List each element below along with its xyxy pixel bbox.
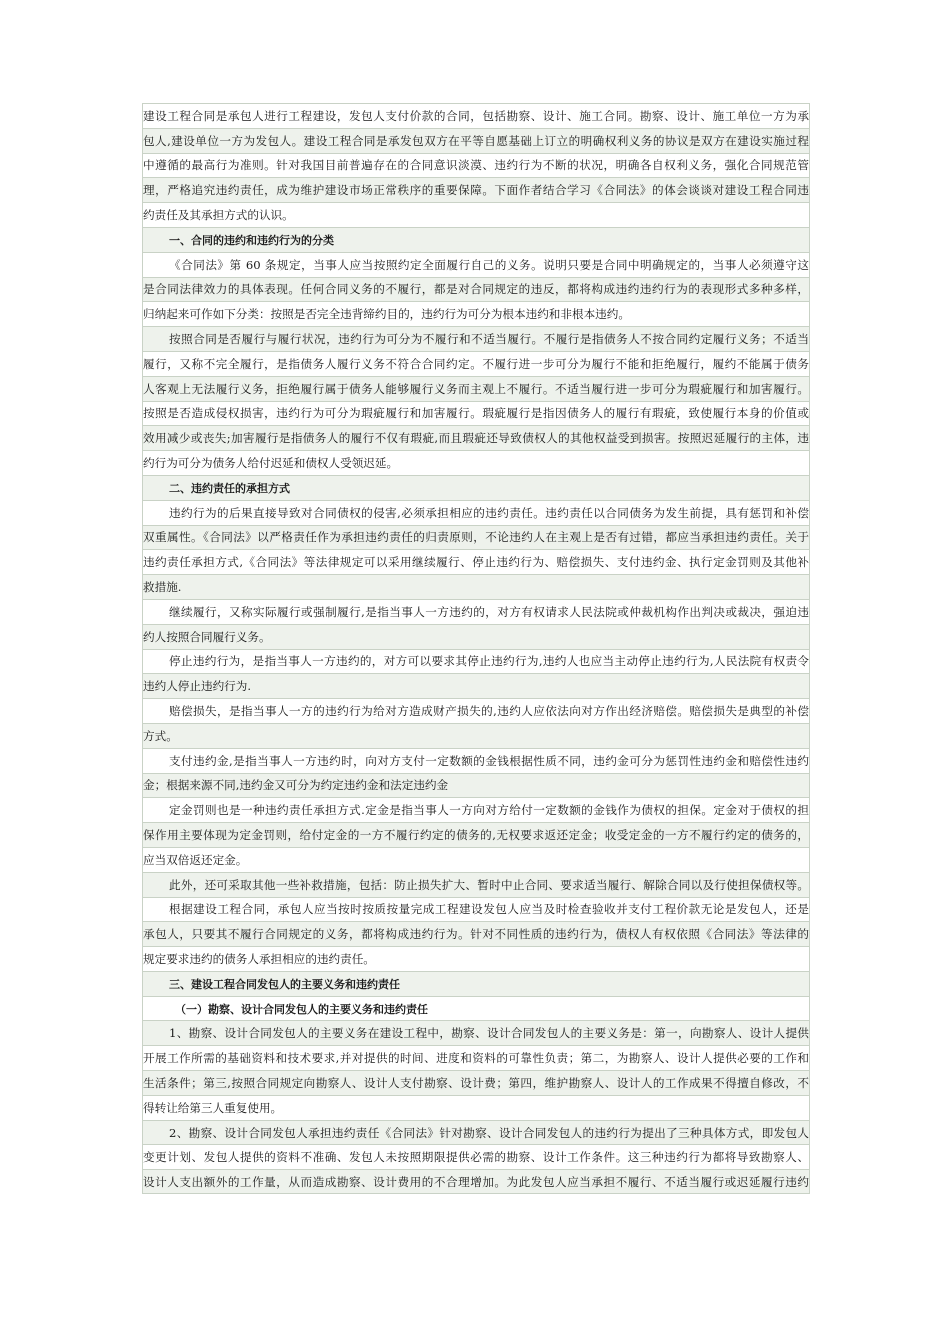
text-line xyxy=(142,351,810,376)
line-text: 支付违约金,是指当事人一方违约时，向对方支付一定数额的金钱根据性质不同，违约金可分为惩罚性违约金和赔偿性违约 xyxy=(169,753,809,768)
text-line xyxy=(142,822,810,847)
text-line xyxy=(142,897,810,922)
text-line xyxy=(142,748,810,773)
text-line xyxy=(142,723,810,748)
line-text: 人客观上无法履行义务，拒绝履行属于债务人能够履行义务而主观上不履行。不适当履行进一步可分为瑕疵履行和加害履行。 xyxy=(143,381,809,396)
subsection-heading xyxy=(142,996,810,1021)
text-line xyxy=(142,847,810,872)
line-text: 违约行为的后果直接导致对合同债权的侵害,必须承担相应的违约责任。违约责任以合同债务为发生前提，具有惩罚和补偿 xyxy=(169,505,809,520)
text-line xyxy=(142,128,810,153)
section-heading xyxy=(142,475,810,500)
line-text: 继续履行，又称实际履行或强制履行,是指当事人一方违约的，对方有权请求人民法院或仲裁机构作出判决或裁决，强迫违 xyxy=(169,604,809,619)
text-line xyxy=(142,549,810,574)
line-text: 违约人停止违约行为. xyxy=(143,679,252,694)
line-text: 规定要求违约的债务人承担相应的违约责任。 xyxy=(143,951,375,966)
text-line xyxy=(142,401,810,426)
text-line xyxy=(142,773,810,798)
text-line xyxy=(142,649,810,674)
line-text: 理，严格追究违约责任，成为维护建设市场正常秩序的重要保障。下面作者结合学习《合同法》的体会谈谈对建设工程合同违 xyxy=(143,183,809,198)
line-text: 救措施. xyxy=(143,580,182,595)
line-text: 《合同法》第 60 条规定，当事人应当按照约定全面履行自己的义务。说明只要是合同中明确规定的，当事人必须遵守这 xyxy=(169,257,809,272)
text-line xyxy=(142,574,810,599)
line-text: 约人按照合同履行义务。 xyxy=(143,629,271,644)
text-line xyxy=(142,1045,810,1070)
line-text: 保作用主要体现为定金罚则，给付定金的一方不履行约定的债务的,无权要求返还定金；收受定金的一方不履行约定的债务的， xyxy=(143,828,809,842)
line-text: 根据建设工程合同，承包人应当按时按质按量完成工程建设发包人应当及时检查验收并支付工程价款无论是发包人，还是 xyxy=(169,902,809,917)
line-text: 停止违约行为，是指当事人一方违约的，对方可以要求其停止违约行为,违约人也应当主动停止违约行为,人民法院有权责令 xyxy=(169,654,809,669)
text-line xyxy=(142,921,810,946)
text-line xyxy=(142,525,810,550)
line-text: 一、合同的违约和违约行为的分类 xyxy=(169,233,334,247)
text-line xyxy=(142,301,810,326)
text-line xyxy=(142,450,810,475)
text-line xyxy=(142,599,810,624)
line-text: 效用减少或丧失;加害履行是指债务人的履行不仅有瑕疵,而且瑕疵还导致债权人的其他权益受到损害。按照迟延履行的主体，违 xyxy=(143,431,809,446)
text-line xyxy=(142,797,810,822)
line-text: 定金罚则也是一种违约责任承担方式.定金是指当事人一方向对方给付一定数额的金钱作为债权的担保。定金对于债权的担 xyxy=(169,803,809,818)
text-line xyxy=(142,1070,810,1095)
text-line xyxy=(142,500,810,525)
line-text: 二、违约责任的承担方式 xyxy=(169,481,290,495)
document-body xyxy=(142,103,810,1194)
line-text: 中遵循的最高行为准则。针对我国目前普遍存在的合同意识淡漠、违约行为不断的状况，明确各自权利义务，强化合同规范管 xyxy=(143,158,809,173)
section-heading xyxy=(142,971,810,996)
text-line xyxy=(142,1095,810,1120)
line-text: 承包人，只要其不履行合同规定的义务，都将构成违约行为。针对不同性质的违约行为，债权人有权依照《合同法》等法律的 xyxy=(143,927,809,942)
line-text: （一）勘察、设计合同发包人的主要义务和违约责任 xyxy=(175,1002,428,1016)
text-line xyxy=(142,326,810,351)
line-text: 变更计划、发包人提供的资料不准确、发包人未按照期限提供必需的勘察、设计工作条件。这三种违约行为都将导致勘察人、 xyxy=(143,1150,809,1165)
text-line xyxy=(142,376,810,401)
line-text: 包人,建设单位一方为发包人。建设工程合同是承发包双方在平等自愿基础上订立的明确权利义务的协议是双方在建设实施过程 xyxy=(143,133,809,148)
text-line xyxy=(142,624,810,649)
section-heading xyxy=(142,227,810,252)
text-line xyxy=(142,1120,810,1145)
line-text: 约行为可分为债务人给付迟延和债权人受领迟延。 xyxy=(143,456,399,471)
line-text: 1、勘察、设计合同发包人的主要义务在建设工程中，勘察、设计合同发包人的主要义务是：第一，向勘察人、设计人提供 xyxy=(169,1026,809,1041)
line-text: 设计人支出额外的工作量，从而造成勘察、设计费用的不合理增加。为此发包人应当承担不履行、不适当履行或迟延履行违约 xyxy=(143,1174,809,1189)
line-text: 赔偿损失，是指当事人一方的违约行为给对方造成财产损失的,违约人应依法向对方作出经济赔偿。赔偿损失是典型的补偿 xyxy=(169,704,809,719)
line-text: 按照合同是否履行与履行状况，违约行为可分为不履行和不适当履行。不履行是指债务人不按合同约定履行义务；不适当 xyxy=(169,332,809,347)
line-text: 得转让给第三人重复使用。 xyxy=(143,1100,283,1115)
text-line xyxy=(142,698,810,723)
line-text: 是合同法律效力的具体表现。任何合同义务的不履行，都是对合同规定的违反，都将构成违约违约行为的表现形式多种多样， xyxy=(143,282,809,297)
line-text: 生活条件；第三,按照合同规定向勘察人、设计人支付勘察、设计费；第四，维护勘察人、设计人的工作成果不得擅自修改，不 xyxy=(143,1075,809,1090)
line-text: 方式。 xyxy=(143,728,178,743)
line-text: 金；根据来源不同,违约金又可分为约定违约金和法定违约金 xyxy=(143,778,449,793)
line-text: 约责任及其承担方式的认识。 xyxy=(143,208,294,223)
line-text: 双重属性。《合同法》以严格责任作为承担违约责任的归责原则，不论违约人在主观上是否有过错，都应当承担违约责任。关于 xyxy=(143,530,809,545)
line-text: 此外，还可采取其他一些补救措施，包括：防止损失扩大、暂时中止合同、要求适当履行、解除合同以及行使担保债权等。 xyxy=(169,877,809,892)
text-line xyxy=(142,673,810,698)
text-line xyxy=(142,177,810,202)
text-line xyxy=(142,103,810,128)
text-line xyxy=(142,277,810,302)
line-text: 建设工程合同是承包人进行工程建设，发包人支付价款的合同，包括勘察、设计、施工合同。勘察、设计、施工单位一方为承 xyxy=(143,108,809,123)
line-text: 违约责任承担方式,《合同法》等法律规定可以采用继续履行、停止违约行为、赔偿损失、支付违约金、执行定金罚则及其他补 xyxy=(143,555,809,570)
line-text: 归纳起来可作如下分类：按照是否完全违背缔约目的，违约行为可分为根本违约和非根本违约。 xyxy=(143,307,630,322)
text-line xyxy=(142,153,810,178)
text-line xyxy=(142,946,810,971)
line-text: 开展工作所需的基础资料和技术要求,并对提供的时间、进度和资料的可靠性负责；第二，为勘察人、设计人提供必要的工作和 xyxy=(143,1051,809,1066)
text-line xyxy=(142,252,810,277)
line-text: 履行，又称不完全履行，是指债务人履行义务不符合合同约定。不履行进一步可分为履行不能和拒绝履行，履约不能属于债务 xyxy=(143,356,809,371)
text-line xyxy=(142,425,810,450)
text-line xyxy=(142,1169,810,1194)
line-text: 按照是否造成侵权损害，违约行为可分为瑕疵履行和加害履行。瑕疵履行是指因债务人的履行有瑕疵，致使履行本身的价值或 xyxy=(143,406,809,421)
line-text: 应当双倍返还定金。 xyxy=(143,852,248,867)
line-text: 2、勘察、设计合同发包人承担违约责任《合同法》针对勘察、设计合同发包人的违约行为提出了三种具体方式，即发包人 xyxy=(169,1125,809,1140)
text-line xyxy=(142,1144,810,1169)
text-line xyxy=(142,202,810,227)
text-line xyxy=(142,872,810,897)
text-line xyxy=(142,1020,810,1045)
line-text: 三、建设工程合同发包人的主要义务和违约责任 xyxy=(169,977,400,991)
